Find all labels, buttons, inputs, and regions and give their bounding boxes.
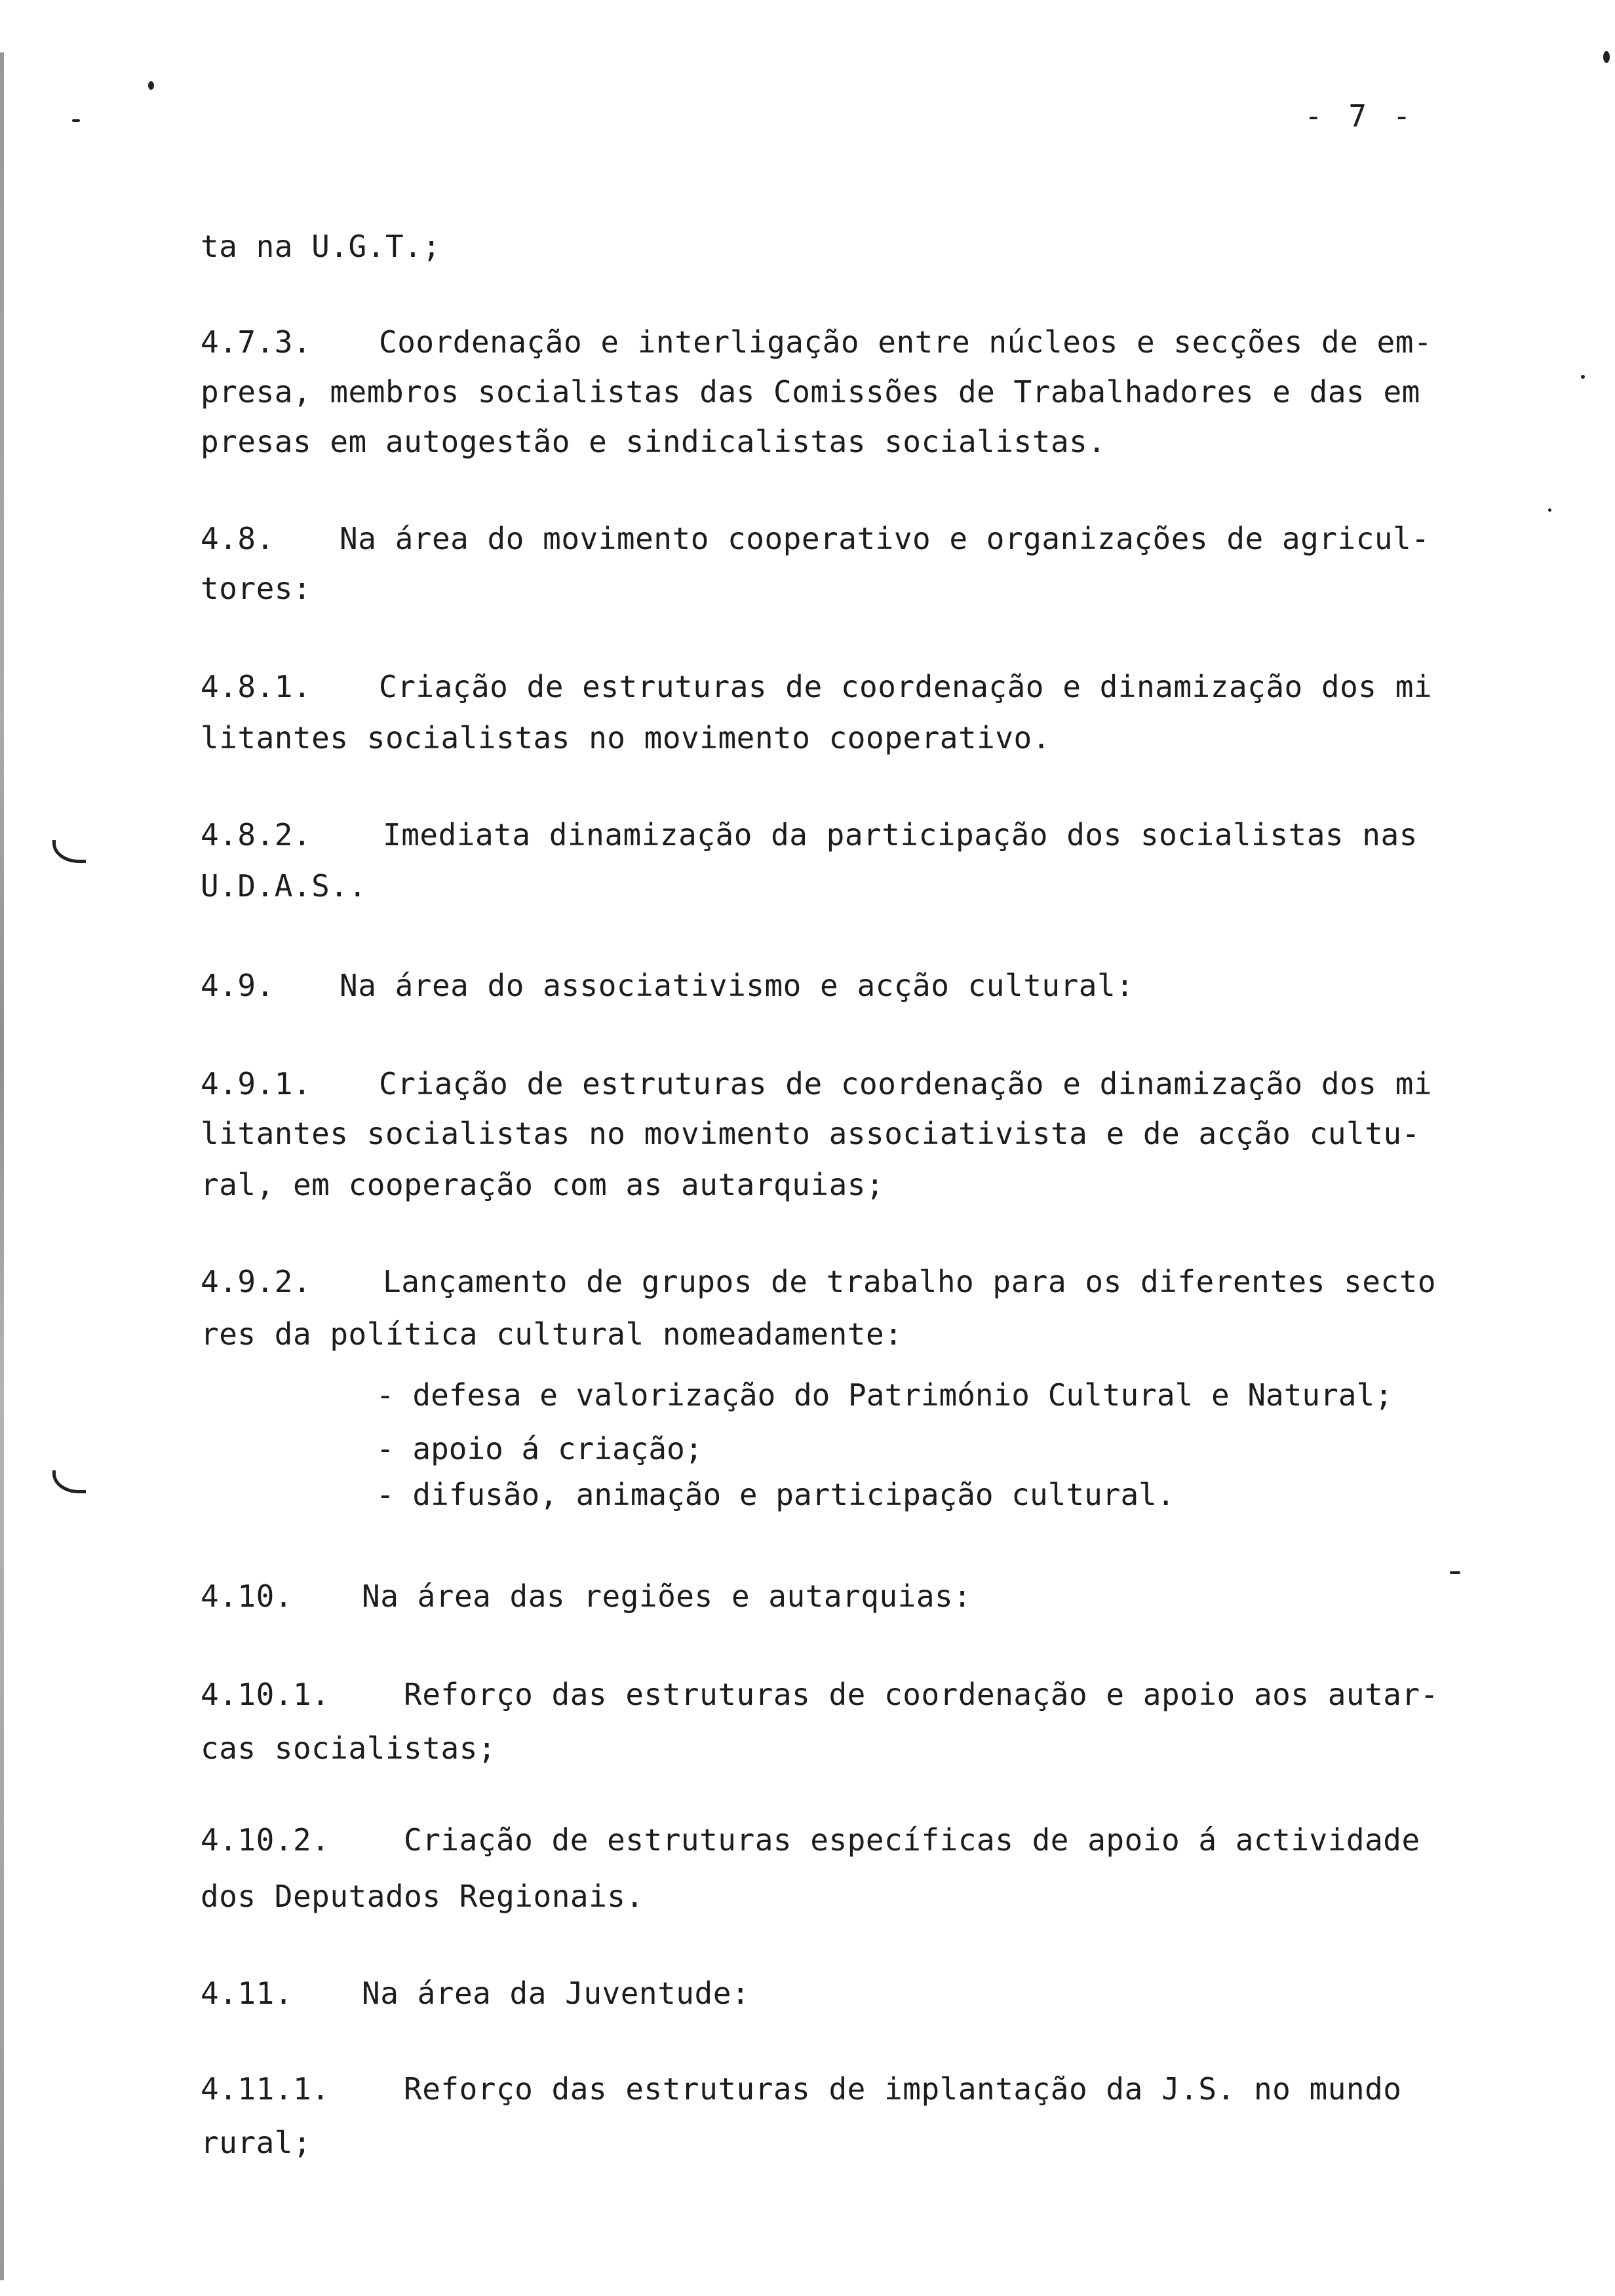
- section-number: 4.11.: [201, 1976, 293, 2011]
- text-line: rural;: [201, 2125, 312, 2160]
- scan-edge-shadow: [0, 52, 4, 2280]
- text-line: U.D.A.S..: [201, 868, 367, 904]
- section-number: 4.8.2.: [201, 817, 312, 852]
- scan-speck: [148, 81, 154, 90]
- text-line: ta na U.G.T.;: [201, 229, 441, 264]
- scan-speck: [72, 119, 80, 122]
- text-line: cas socialistas;: [201, 1731, 497, 1766]
- text-line: tores:: [201, 571, 312, 606]
- section-4-8-2: 4.8.2. Imediata dinamização da participação dos socialistas nas: [201, 810, 1418, 860]
- section-4-8: 4.8. Na área do movimento cooperativo e organizações de agricul-: [201, 514, 1430, 564]
- section-4-9: 4.9. Na área do associativismo e acção cultural:: [201, 961, 1134, 1010]
- section-number: 4.10.2.: [201, 1822, 330, 1858]
- text-line: ral, em cooperação com as autarquias;: [201, 1167, 885, 1202]
- scan-speck: [1581, 375, 1585, 379]
- section-4-10-1: 4.10.1. Reforço das estruturas de coordenação e apoio aos autar-: [201, 1670, 1439, 1719]
- section-4-7-3: 4.7.3. Coordenação e interligação entre núcleos e secções de em-: [201, 317, 1432, 367]
- section-4-8-1: 4.8.1. Criação de estruturas de coordenação e dinamização dos mi: [201, 662, 1432, 712]
- section-number: 4.8.: [201, 521, 275, 556]
- text-line: dos Deputados Regionais.: [201, 1879, 644, 1914]
- section-4-10-2: 4.10.2. Criação de estruturas específicas de apoio á actividade: [201, 1815, 1420, 1865]
- margin-mark: [52, 840, 86, 863]
- section-number: 4.9.1.: [201, 1066, 312, 1101]
- text-line: litantes socialistas no movimento associativista e de acção cultu-: [201, 1116, 1420, 1151]
- margin-mark: [52, 1470, 86, 1493]
- section-4-9-1: 4.9.1. Criação de estruturas de coordenação e dinamização dos mi: [201, 1059, 1432, 1109]
- section-number: 4.11.1.: [201, 2071, 330, 2107]
- text-line: litantes socialistas no movimento cooperativo.: [201, 720, 1051, 756]
- section-4-9-2: 4.9.2. Lançamento de grupos de trabalho para os diferentes secto: [201, 1257, 1436, 1307]
- bullet-item: - difusão, animação e participação cultural.: [376, 1477, 1175, 1512]
- scan-speck: [1603, 51, 1610, 63]
- section-number: 4.10.: [201, 1578, 293, 1614]
- section-4-11-1: 4.11.1. Reforço das estruturas de implantação da J.S. no mundo: [201, 2064, 1402, 2114]
- section-number: 4.7.3.: [201, 324, 312, 360]
- section-4-11: 4.11. Na área da Juventude:: [201, 1968, 750, 2018]
- scan-speck: [1450, 1571, 1460, 1574]
- section-number: 4.9.: [201, 968, 275, 1003]
- section-number: 4.10.1.: [201, 1677, 330, 1712]
- section-number: 4.9.2.: [201, 1264, 312, 1299]
- text-line: presas em autogestão e sindicalistas socialistas.: [201, 424, 1106, 459]
- scan-speck: [1548, 508, 1551, 512]
- text-line: presa, membros socialistas das Comissões de Trabalhadores e das em: [201, 374, 1420, 410]
- page-number: - 7 -: [1304, 98, 1415, 134]
- section-number: 4.8.1.: [201, 669, 312, 704]
- bullet-item: - defesa e valorização do Património Cultural e Natural;: [376, 1377, 1393, 1413]
- bullet-item: - apoio á criação;: [376, 1431, 703, 1466]
- text-line: res da política cultural nomeadamente:: [201, 1316, 903, 1352]
- section-4-10: 4.10. Na área das regiões e autarquias:: [201, 1571, 971, 1621]
